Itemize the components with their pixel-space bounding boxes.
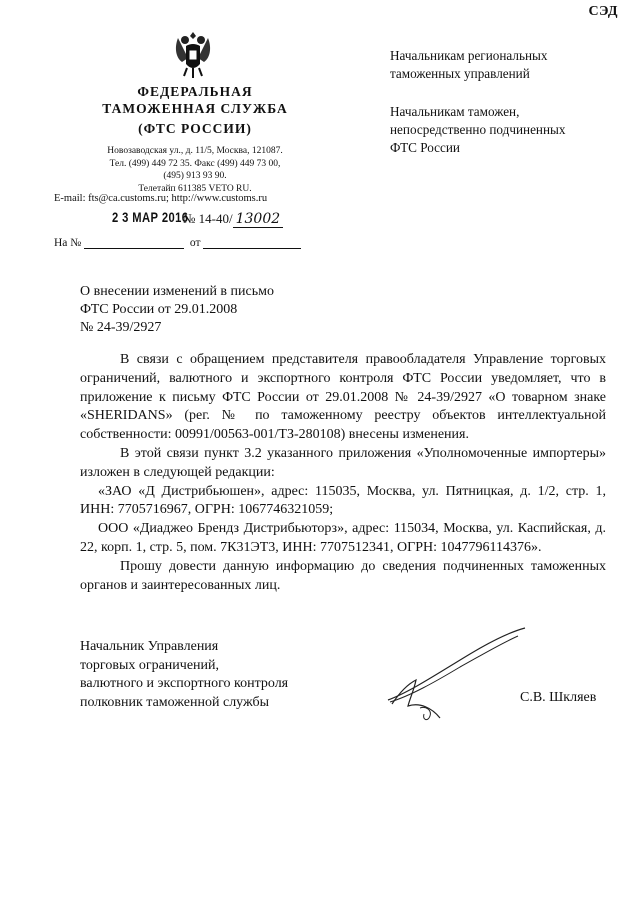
org-name-line2: ТАМОЖЕННАЯ СЛУЖБА [102,101,288,116]
sender-address [60,145,330,195]
org-name-line1: ФЕДЕРАЛЬНАЯ [137,84,253,99]
coat-of-arms-emblem [170,28,216,80]
signatory-title-line: валютного и экспортного контроля [80,676,289,691]
recipient-line: непосредственно подчиненных [390,122,566,137]
recipient-line: таможенных управлений [390,66,530,81]
subject-line: ФТС России от 29.01.2008 [80,302,238,317]
letter-subject [80,283,274,337]
reference-row [54,237,301,249]
address-line: Новозаводская ул., д. 11/5, Москва, 121087. [107,146,283,156]
subject-line: О внесении изменений в письмо [80,284,274,299]
body-paragraph: В связи с обращением представителя правообладателя Управление торговых ограничений, валютного и экспортного контроля ФТС России уведомляет, что в приложение к письму ФТС России от 29.01.2008 № 24-39/2927 «О товарном знаке «SHERIDANS» (рег. № по таможенному реестру объектов интеллектуальной собственности: 00991/00563-001/ТЗ-280108) внесены изменения. [80,352,606,443]
reference-from-label: от [189,237,201,249]
date-stamp: 2 3 МАР 2016 [112,209,189,225]
recipient-block-1 [390,47,548,83]
signatory-title-line: полковник таможенной службы [80,694,270,710]
handwritten-signature [380,622,530,732]
org-short-name: (ФТС РОССИИ) [138,121,252,136]
outgoing-number [183,211,283,227]
recipient-line: Начальникам таможен, [390,104,520,119]
reference-label: На № [54,237,82,249]
signatory-title-line: Начальник Управления [80,639,219,654]
recipient-line: Начальникам региональных [390,48,548,63]
subject-line: № 24-39/2927 [80,320,162,335]
reference-date-blank [203,248,301,249]
address-line: Тел. (499) 449 72 35. Факс (499) 449 73 00, [109,158,281,169]
address-line: Телетайп 611385 VETO RU. [138,183,252,194]
body-paragraph: ООО «Диаджео Брендз Дистрибьюторз», адрес: 115034, Москва, ул. Каспийская, д. 22, корп. 1, стр. 5, пом. 7К31ЭТ3, ИНН: 7707512341, ОГРН: 1047796114376». [80,521,606,555]
sender-email: E-mail: fts@ca.customs.ru; http://www.customs.ru [54,193,268,204]
recipient-block-2 [390,103,566,157]
body-paragraph: Прошу довести данную информацию до сведения подчиненных таможенных органов и заинтересованных лиц. [80,558,606,593]
signatory-title [80,638,288,712]
reference-number-blank [84,248,184,249]
signatory-name: С.В. Шкляев [520,690,597,705]
number-prefix: № 14-40/ [183,211,233,226]
signatory-title-line: торговых ограничений, [80,657,220,673]
handwritten-number: 13002 [233,211,284,228]
sed-mark: СЭД [588,4,618,19]
recipient-line: ФТС России [390,140,460,155]
body-paragraph: В этой связи пункт 3.2 указанного приложения «Уполномоченные импортеры» изложен в следующей редакции: [80,445,606,480]
address-line: (495) 913 93 90. [163,171,227,181]
letter-body [80,351,606,595]
body-paragraph: «ЗАО «Д Дистрибьюшен», адрес: 115035, Москва, ул. Пятницкая, д. 1/2, стр. 1, ИНН: 7705716967, ОГРН: 1067746321059; [80,483,606,518]
